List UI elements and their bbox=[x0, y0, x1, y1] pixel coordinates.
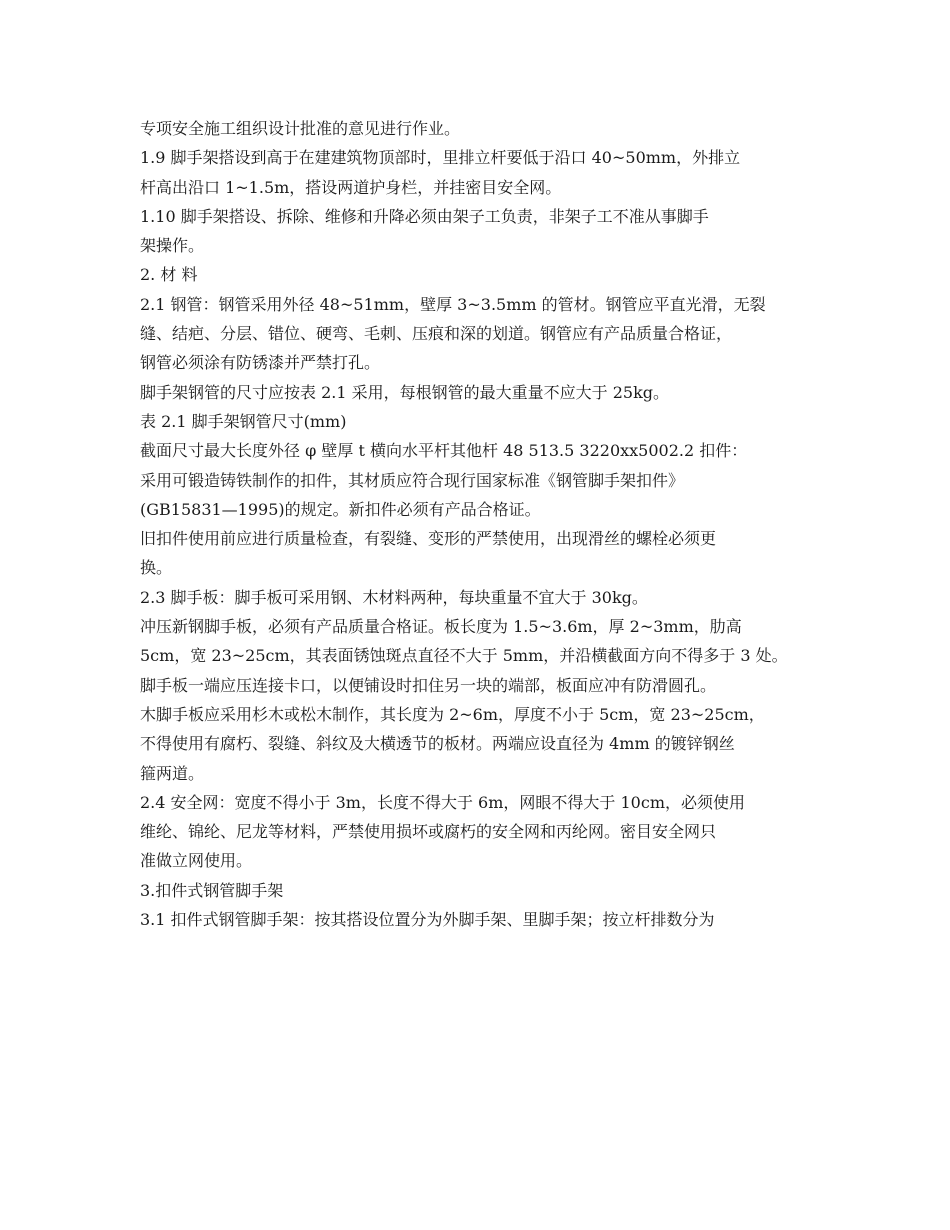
section-heading: 2. 材 料 bbox=[140, 265, 198, 285]
text-line: (GB15831—1995)的规定。新扣件必须有产品合格证。 bbox=[140, 499, 541, 519]
text-line: 维纶、锦纶、尼龙等材料，严禁使用损坏或腐朽的安全网和丙纶网。密目安全网只 bbox=[140, 822, 717, 842]
text-line: 脚手板一端应压连接卡口，以便铺设时扣住另一块的端部，板面应冲有防滑圆孔。 bbox=[140, 675, 717, 695]
text-line: 旧扣件使用前应进行质量检查，有裂缝、变形的严禁使用，出现滑丝的螺栓必须更 bbox=[140, 529, 717, 549]
text-line: 截面尺寸最大长度外径 φ 壁厚 t 横向水平杆其他杆 48 513.5 3220xx5002.2 扣件： bbox=[140, 441, 748, 461]
text-line: 架操作。 bbox=[140, 236, 205, 256]
text-line: 专项安全施工组织设计批准的意见进行作业。 bbox=[140, 119, 461, 138]
text-line: 2.1 钢管：钢管采用外径 48~51mm，壁厚 3~3.5mm 的管材。钢管应平直光滑，无裂 bbox=[140, 294, 766, 314]
text-line: 1.9 脚手架搭设到高于在建建筑物顶部时，里排立杆要低于沿口 40~50mm，外排立 bbox=[140, 148, 741, 168]
text-line: 2.4 安全网：宽度不得小于 3m，长度不得大于 6m，网眼不得大于 10cm，必须使用 bbox=[140, 792, 745, 812]
text-line: 3.1 扣件式钢管脚手架：按其搭设位置分为外脚手架、里脚手架；按立杆排数分为 bbox=[140, 910, 715, 930]
section-heading: 3.扣件式钢管脚手架 bbox=[140, 880, 284, 900]
text-line: 换。 bbox=[140, 558, 173, 578]
table-caption: 表 2.1 脚手架钢管尺寸(mm) bbox=[140, 411, 347, 431]
text-line: 杆高出沿口 1~1.5m，搭设两道护身栏，并挂密目安全网。 bbox=[140, 177, 562, 197]
text-line: 5cm，宽 23~25cm，其表面锈蚀斑点直径不大于 5mm，并沿横截面方向不得多于 3 处。 bbox=[140, 646, 788, 666]
text-line: 脚手架钢管的尺寸应按表 2.1 采用，每根钢管的最大重量不应大于 25kg。 bbox=[140, 382, 670, 402]
text-line: 准做立网使用。 bbox=[140, 851, 253, 871]
text-line: 箍两道。 bbox=[140, 763, 205, 783]
text-line: 钢管必须涂有防锈漆并严禁打孔。 bbox=[140, 353, 381, 373]
text-line: 1.10 脚手架搭设、拆除、维修和升降必须由架子工负责，非架子工不准从事脚手 bbox=[140, 206, 709, 226]
text-line: 2.3 脚手板：脚手板可采用钢、木材料两种，每块重量不宜大于 30kg。 bbox=[140, 587, 648, 607]
text-line: 冲压新钢脚手板，必须有产品质量合格证。板长度为 1.5~3.6m，厚 2~3mm，肋高 bbox=[140, 617, 742, 637]
text-line: 缝、结疤、分层、错位、硬弯、毛刺、压痕和深的划道。钢管应有产品质量合格证， bbox=[140, 324, 733, 344]
text-line: 木脚手板应采用杉木或松木制作，其长度为 2~6m，厚度不小于 5cm，宽 23~25cm， bbox=[140, 704, 765, 724]
document-body bbox=[140, 114, 830, 934]
text-line: 不得使用有腐朽、裂缝、斜纹及大横透节的板材。两端应设直径为 4mm 的镀锌钢丝 bbox=[140, 734, 735, 754]
text-line: 采用可锻造铸铁制作的扣件，其材质应符合现行国家标准《钢管脚手架扣件》 bbox=[140, 470, 685, 490]
